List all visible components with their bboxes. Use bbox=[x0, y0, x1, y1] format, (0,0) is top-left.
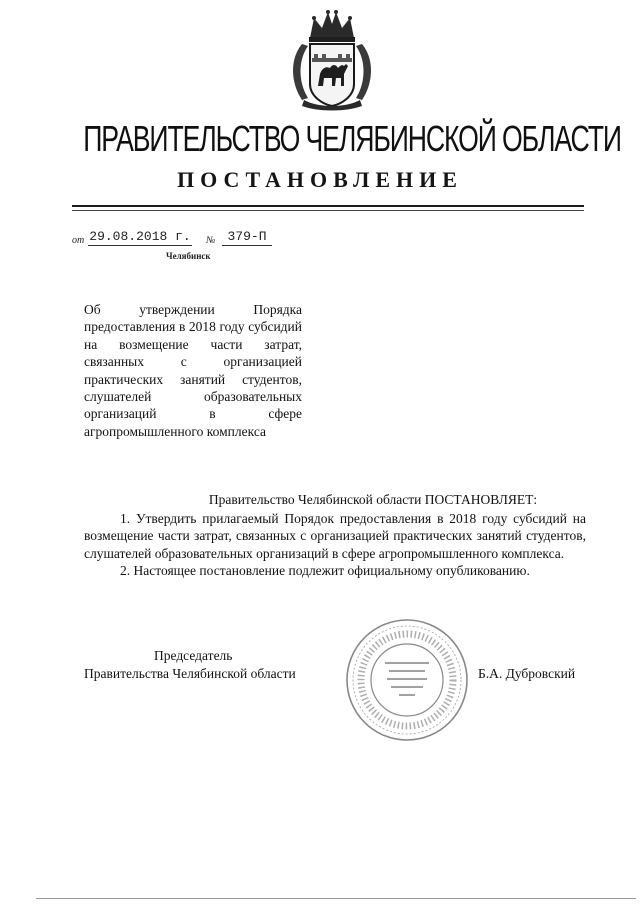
header-divider bbox=[72, 205, 584, 207]
signatory-name: Б.А. Дубровский bbox=[478, 666, 576, 681]
date-label: от bbox=[72, 235, 85, 246]
issue-city: Челябинск bbox=[166, 251, 211, 261]
government-title: ПРАВИТЕЛЬСТВО ЧЕЛЯБИНСКОЙ ОБЛАСТИ bbox=[83, 118, 621, 159]
resolution-intro: Правительство Челябинской области ПОСТАНОВЛЯЕТ: bbox=[208, 492, 538, 507]
document-number: 379-П bbox=[222, 229, 272, 246]
resolution-item: 2. Настоящее постановление подлежит официальному опубликованию. bbox=[120, 563, 530, 579]
signatory-title-line2: Правительства Челябинской области bbox=[84, 665, 296, 681]
document-body bbox=[84, 491, 586, 580]
document-type: ПОСТАНОВЛЕНИЕ bbox=[177, 167, 463, 192]
scan-edge-line bbox=[36, 898, 636, 899]
resolution-item: 1. Утвердить прилагаемый Порядок предоставления в 2018 году субсидий на возмещение части затрат, связанных с организацией практических занятий студентов, слушателей образовательных организаций в сфере агропромышленного комплекса. bbox=[84, 510, 586, 561]
signatory-title-line1: Председатель bbox=[154, 648, 233, 663]
number-label: № bbox=[206, 235, 216, 246]
header-divider-thin bbox=[72, 210, 584, 211]
signatory-title bbox=[84, 647, 354, 682]
coat-of-arms-icon bbox=[284, 8, 380, 112]
document-subject: Об утверждении Порядка предоставления в 2018 году субсидий на возмещение части затрат, связанных с организацией практических занятий студентов, слушателей образовательных организаций в сфере агропромышленного комплекса bbox=[84, 302, 302, 439]
document-date: 29.08.2018 г. bbox=[89, 229, 191, 244]
official-seal-icon bbox=[343, 616, 471, 744]
